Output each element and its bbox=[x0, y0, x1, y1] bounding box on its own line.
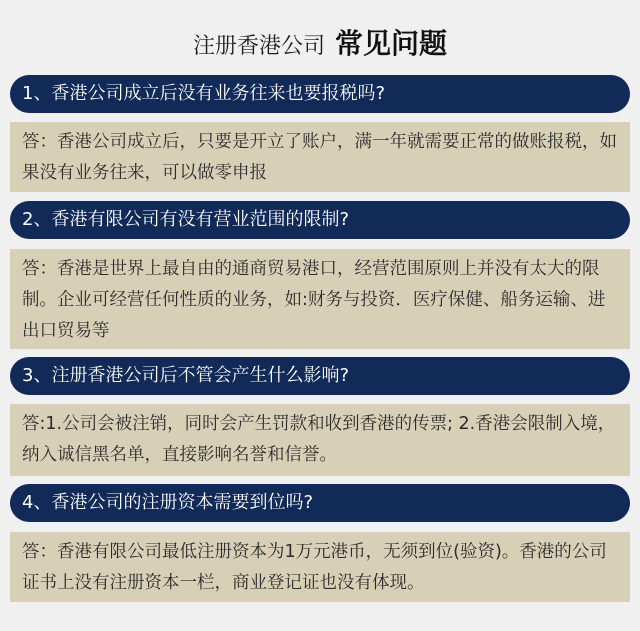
faq-answer-4-text: 答：香港有限公司最低注册资本为1万元港币，无须到位(验资)。香港的公司证书上没有注册资本一栏，商业登记证也没有体现。 bbox=[22, 542, 607, 593]
faq-answer-2 bbox=[10, 249, 630, 349]
faq-answer-3 bbox=[10, 404, 630, 476]
page-title-prefix: 注册香港公司 bbox=[192, 34, 325, 59]
faq-answer-4 bbox=[10, 532, 630, 602]
faq-answer-2-text: 答：香港是世界上最自由的通商贸易港口，经营范围原则上并没有太大的限制。企业可经营任何性质的业务，如:财务与投资．医疗保健、船务运输、进出口贸易等 bbox=[22, 259, 606, 341]
faq-question-2: 2、香港有限公司有没有营业范围的限制? bbox=[10, 201, 630, 239]
faq-question-1: 1、香港公司成立后没有业务往来也要报税吗? bbox=[10, 75, 630, 113]
page-title-bold: 常见问题 bbox=[335, 27, 448, 60]
faq-answer-3-text: 答:1.公司会被注销，同时会产生罚款和收到香港的传票; 2.香港会限制入境，纳入诚信黑名单，直接影响名誉和信誉。 bbox=[22, 414, 616, 465]
faq-question-3: 3、注册香港公司后不管会产生什么影响? bbox=[10, 357, 630, 395]
faq-question-4: 4、香港公司的注册资本需要到位吗? bbox=[10, 484, 630, 522]
faq-answer-1-text: 答：香港公司成立后，只要是开立了账户，满一年就需要正常的做账报税，如果没有业务往来，可以做零申报 bbox=[22, 132, 617, 183]
page-title bbox=[0, 22, 640, 66]
faq-answer-1 bbox=[10, 122, 630, 192]
